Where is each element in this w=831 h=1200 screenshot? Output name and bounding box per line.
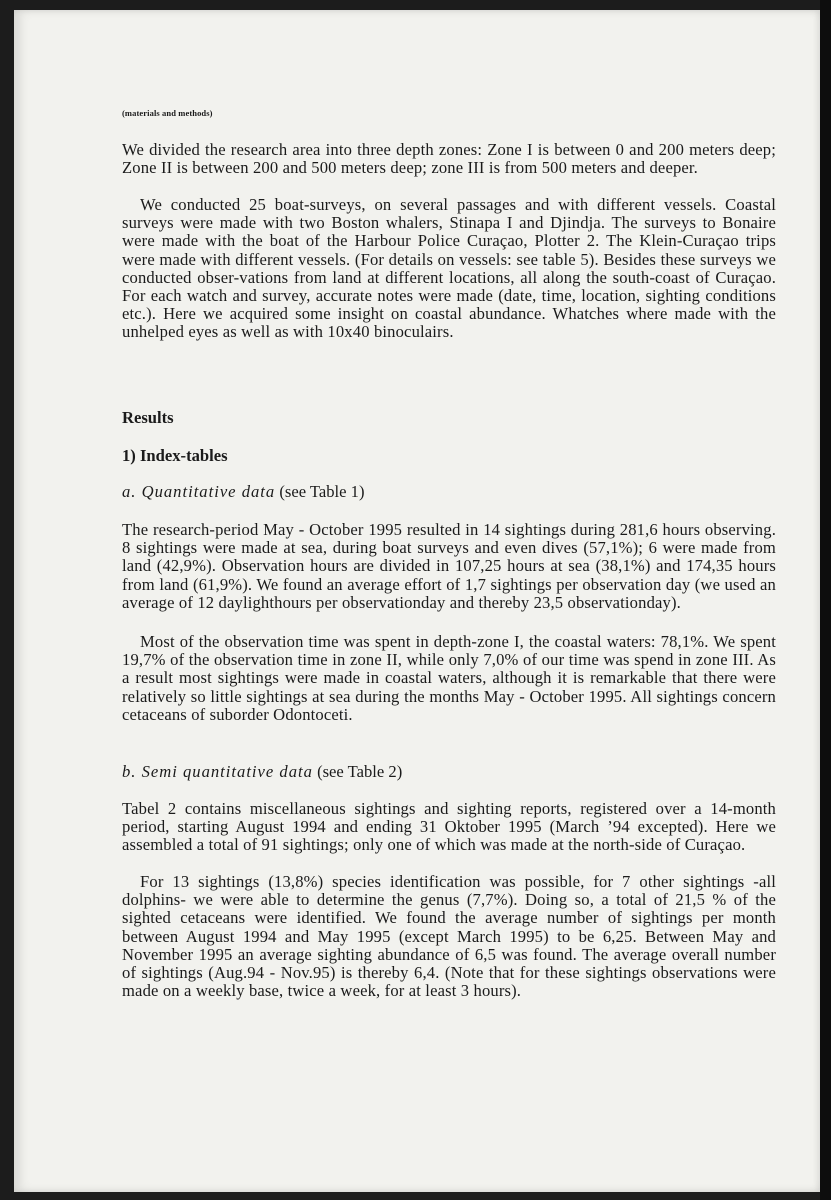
section-tag: (materials and methods) — [122, 108, 213, 118]
semi-quantitative-paragraph-1: Tabel 2 contains miscellaneous sightings and sighting reports, registered over a 14-month period, starting August 1994 and ending 31 Oktober 1995 (March ’94 excepted). Here we assembled a total of 91 sightings; only one of which was made at the north-side of Curaçao. — [122, 799, 776, 855]
binder-edge — [820, 0, 831, 1200]
results-heading: Results — [122, 408, 174, 427]
semi-quantitative-data-heading — [122, 762, 402, 782]
semi-quantitative-paragraph-2: For 13 sightings (13,8%) species identification was possible, for 7 other sightings -all dolphins- we were able to determine the genus (7,7%). Doing so, a total of 21,5 % of the sighted cetaceans were identified. We found the average number of sightings per month between August 1994 and May 1995 (except March 1995) to be 6,25. Between May and November 1995 an average sighting abundance of 6,5 was found. The average overall number of sightings (Aug.94 - Nov.95) is thereby 6,4. (Note that for these sightings observations were made on a weekly base, twice a week, for at least 3 hours). — [122, 872, 776, 1001]
semi-quantitative-data-ref: (see Table 2) — [317, 762, 403, 781]
index-tables-heading: 1) Index-tables — [122, 446, 228, 465]
show-through-text — [74, 372, 774, 492]
document-page — [14, 10, 820, 1192]
quantitative-paragraph-1: The research-period May - October 1995 resulted in 14 sightings during 281,6 hours observing. 8 sightings were made at sea, during boat surveys and even dives (57,1%); 6 were made from land (42,9%). Observation hours are divided in 107,25 hours at sea (38,1%) and 174,35 hours from land (61,9%). We found an average effort of 1,7 sightings per observation day (we used an average of 12 daylighthours per observationday and thereby 23,5 observationday). — [122, 520, 776, 612]
semi-quantitative-data-label: b. Semi quantitative data — [122, 762, 313, 781]
quantitative-data-heading — [122, 482, 365, 502]
quantitative-paragraph-2: Most of the observation time was spent in depth-zone I, the coastal waters: 78,1%. We spent 19,7% of the observation time in zone II, while only 7,0% of our time was spend in zone III. As a result most sightings were made in coastal waters, although it is remarkable that there were relatively so little sightings at sea during the months May - October 1995. All sightings concern cetaceans of suborder Odontoceti. — [122, 632, 776, 724]
depth-zones-paragraph: We divided the research area into three depth zones: Zone I is between 0 and 200 meters deep; Zone II is between 200 and 500 meters deep; zone III is from 500 meters and deeper. — [122, 140, 776, 178]
quantitative-data-ref: (see Table 1) — [279, 482, 365, 501]
surveys-paragraph: We conducted 25 boat-surveys, on several passages and with different vessels. Coastal surveys were made with two Boston whalers, Stinapa I and Djindja. The surveys to Bonaire were made with the boat of the Harbour Police Curaçao, Plotter 2. The Klein-Curaçao trips were made with different vessels. (For details on vessels: see table 5). Besides these surveys we conducted obser-vations from land at different locations, all along the south-coast of Curaçao. For each watch and survey, accurate notes were made (date, time, location, sighting conditions etc.). Here we acquired some insight on coastal abundance. Whatches where made with the unhelped eyes as well as with 10x40 binoculairs. — [122, 195, 776, 342]
quantitative-data-label: a. Quantitative data — [122, 482, 276, 501]
